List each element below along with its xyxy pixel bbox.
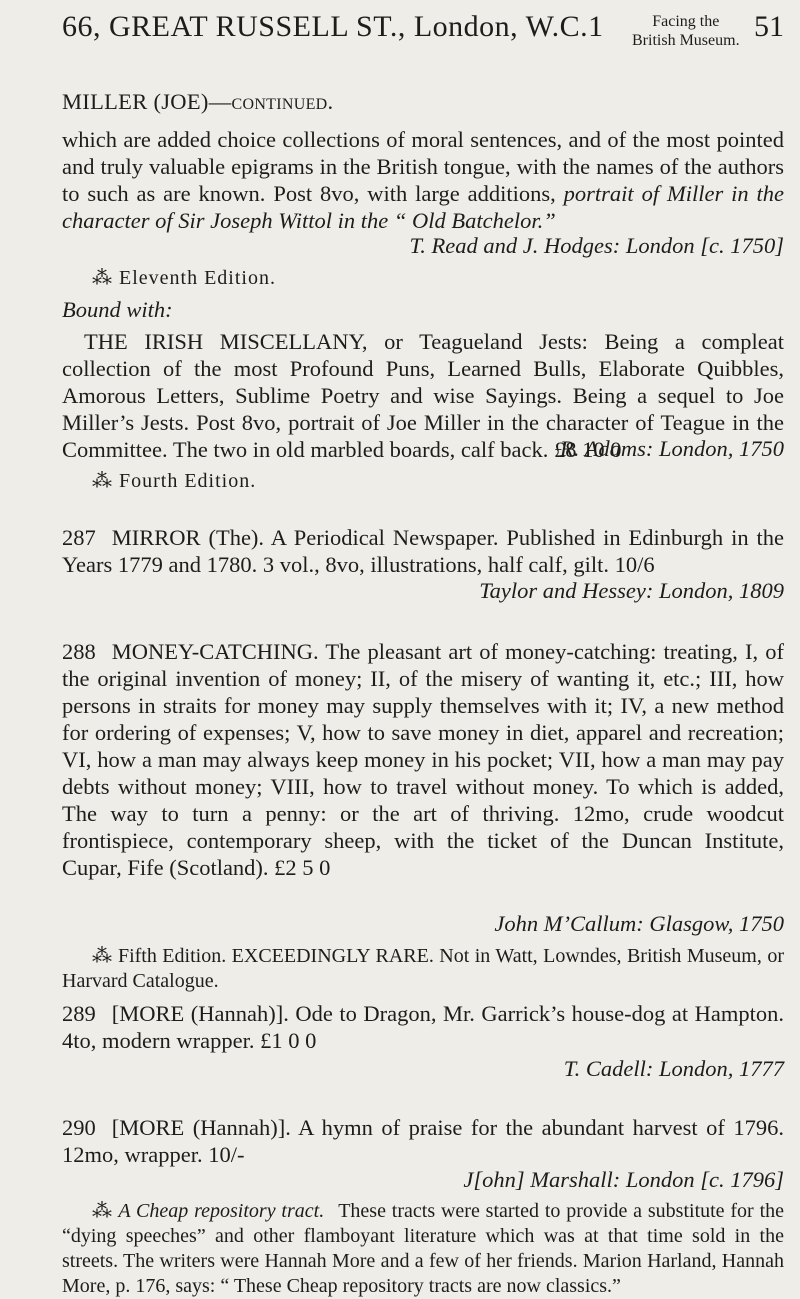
running-header	[62, 10, 784, 54]
irish-miscellany-imprint: R. Adams: London, 1750	[560, 436, 784, 461]
irish-miscellany-edition: ⁂ Fourth Edition.	[92, 470, 257, 492]
miller-imprint: T. Read and J. Hodges: London [c. 1750]	[409, 233, 784, 258]
entry-288-imprint: John M’Callum: Glasgow, 1750	[494, 911, 784, 936]
miller-description	[62, 126, 784, 234]
tract-history: These tracts were started to provide a substitute for the “dying speeches” and other flamboyant literature which was at that time sold in the streets. The writers were Hannah More and a few of her friends. Marion Harland, Hannah More, p. 176, says: “ These Cheap repository tracts are now classics.”	[62, 1200, 785, 1297]
facing-line-2: British Museum.	[632, 32, 740, 49]
entry-287	[62, 524, 784, 578]
entry-text: MONEY-CATCHING. The pleasant art of money-catching: treating, I, of the original invention of money; II, of the misery of wanting it, etc.; III, how persons in straits for money may supply themselves with it; IV, a new method for ordering of expenses; V, how to save money in diet, apparel and recreation; VI, how a man may always keep money in his pocket; VII, how a man may pay debts without money; VIII, how to travel without money. To which is added, The way to turn a penny: or the art of thriving. 12mo, crude woodcut frontispiece, contemporary sheep, with the ticket of the Duncan Institute, Cupar, Fife (Scotland). £2 5 0	[62, 639, 784, 880]
page-number: 51	[754, 10, 784, 43]
irish-miscellany-description: THE IRISH MISCELLANY, or Teagueland Jests: Being a compleat collection of the most Profound Puns, Learned Bulls, Elaborate Quibbles, Amorous Letters, Sublime Poetry and wise Sayings. Being a sequel to Joe Miller’s Jests. Post 8vo, portrait of Joe Miller in the character of Teague in the Committee. The two in old marbled boards, calf back. £8 10 0	[62, 329, 784, 462]
miller-edition: ⁂ Eleventh Edition.	[92, 267, 276, 289]
entry-text: [MORE (Hannah)]. A hymn of praise for the abundant harvest of 1796. 12mo, wrapper. 10/-	[62, 1115, 784, 1167]
entry-290	[62, 1114, 784, 1168]
entry-288-note: ⁂ Fifth Edition. EXCEEDINGLY RARE. Not in Watt, Lowndes, British Museum, or Harvard Catalogue.	[62, 945, 784, 992]
header-facing-note	[632, 12, 740, 50]
entry-288	[62, 638, 784, 881]
entry-number: 287	[62, 525, 96, 550]
entry-text: MIRROR (The). A Periodical Newspaper. Published in Edinburgh in the Years 1779 and 1780. 3 vol., 8vo, illustrations, half calf, gilt. 10/6	[62, 525, 784, 577]
entry-290-imprint: J[ohn] Marshall: London [c. 1796]	[463, 1167, 784, 1192]
entry-text: [MORE (Hannah)]. Ode to Dragon, Mr. Garrick’s house-dog at Hampton. 4to, modern wrapper. £1 0 0	[62, 1001, 784, 1053]
tract-label: ⁂ A Cheap repository tract.	[92, 1200, 325, 1222]
entry-number: 289	[62, 1001, 96, 1026]
header-address: 66, GREAT RUSSELL ST., London, W.C.1	[62, 10, 604, 43]
entry-287-imprint: Taylor and Hessey: London, 1809	[479, 578, 784, 603]
bound-with-label: Bound with:	[62, 297, 173, 322]
entry-290-note	[62, 1199, 784, 1299]
entry-number: 288	[62, 639, 96, 664]
miller-portrait-note: portrait of Miller in the character of Sir Joseph Wittol in the “ Old Batchelor.”	[62, 181, 784, 233]
section-heading: MILLER (JOE)—continued.	[62, 89, 334, 114]
miller-text: which are added choice collections of moral sentences, and of the most pointed and truly valuable epigrams in the British tongue, with the names of the authors to such as are known. Post 8vo, with large additions,	[62, 127, 784, 206]
facing-line-1: Facing the	[652, 13, 720, 30]
entry-289	[62, 1000, 784, 1054]
entry-289-imprint: T. Cadell: London, 1777	[563, 1056, 784, 1081]
entry-number: 290	[62, 1115, 96, 1140]
